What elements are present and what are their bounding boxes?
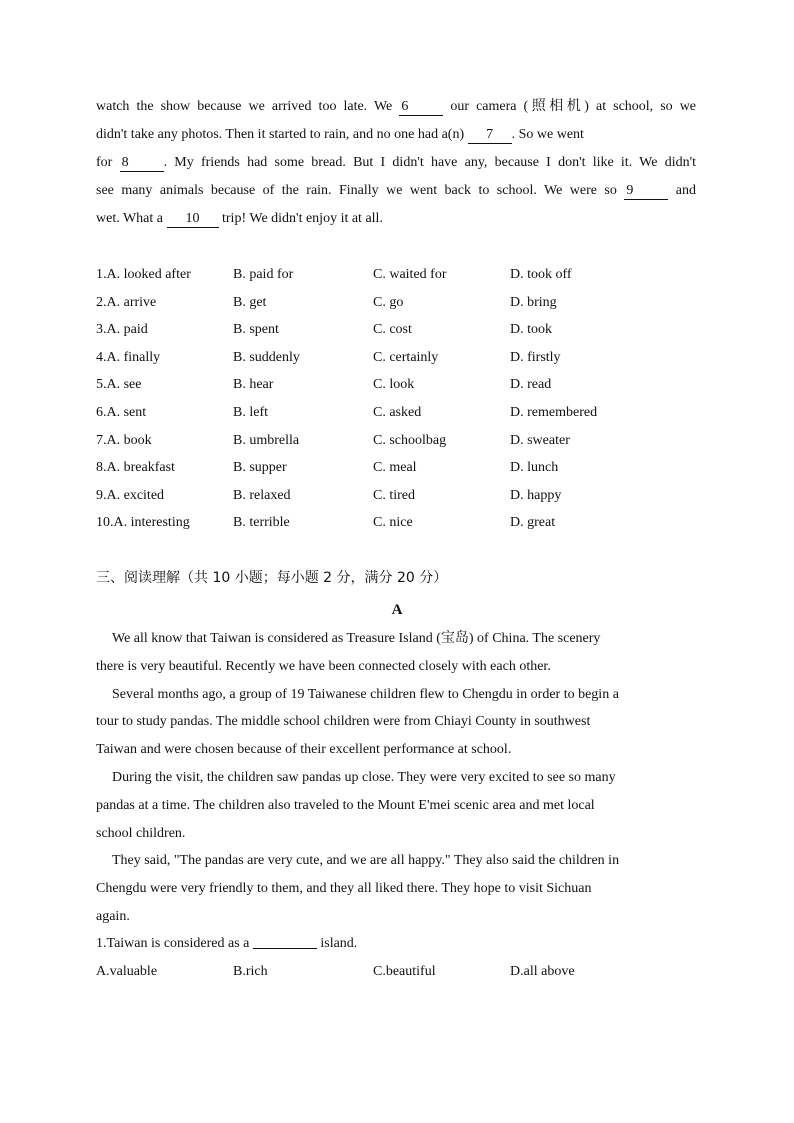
option-row-4: [96, 346, 716, 374]
option-b: B. paid for: [233, 267, 294, 282]
option-d: D. sweater: [510, 432, 570, 448]
cloze-line-2: didn't take any photos. Then it started to rain, and no one had a(n) 7 . So we went: [96, 127, 584, 142]
blank-6: 6: [399, 99, 443, 116]
option-b: B. umbrella: [233, 432, 300, 448]
cloze-line-4: see many animals because of the rain. Finally we went back to school. We were so 9 and: [96, 183, 697, 198]
passage-line: again.: [96, 908, 130, 924]
option-a: 2.A. arrive: [96, 294, 157, 310]
option-b: B. terrible: [233, 515, 290, 531]
option-row-6: [96, 401, 716, 429]
passage-line: tour to study pandas. The middle school children were from Chiayi County in southwest: [96, 714, 591, 730]
option-d: D. took: [510, 322, 552, 338]
option-c: C. cost: [373, 322, 412, 338]
cloze-line-5: wet. What a 10 trip! We didn't enjoy it at all.: [96, 211, 383, 226]
option-d: D. read: [510, 377, 552, 393]
option-b: B. hear: [233, 377, 274, 393]
option-row-7: [96, 429, 716, 457]
question-1: 1.Taiwan is considered as a island.: [96, 936, 358, 951]
blank-10: 10: [167, 211, 219, 228]
cloze-line-3: for 8 . My friends had some bread. But I didn't have any, because I don't like it. We didn't: [96, 155, 697, 170]
option-d: D. lunch: [510, 460, 559, 476]
option-c: C. asked: [373, 404, 422, 420]
option-a: 5.A. see: [96, 377, 142, 393]
option-d: D. remembered: [510, 404, 598, 420]
cloze-passage: [96, 95, 696, 235]
option-b: B. suddenly: [233, 349, 300, 365]
question-1-options: [96, 960, 716, 984]
passage-line: Taiwan and were chosen because of their excellent performance at school.: [96, 742, 512, 758]
question-option-d: D.all above: [510, 964, 575, 979]
option-d: D. great: [510, 515, 556, 531]
option-a: 4.A. finally: [96, 349, 161, 365]
answer-blank: [253, 934, 317, 949]
option-b: B. get: [233, 294, 267, 310]
option-d: D. firstly: [510, 349, 561, 365]
option-a: 8.A. breakfast: [96, 460, 175, 476]
question-option-c: C.beautiful: [373, 964, 436, 979]
option-a: 10.A. interesting: [96, 515, 190, 531]
cloze-options: [96, 263, 716, 539]
option-c: C. schoolbag: [373, 432, 447, 448]
option-b: B. supper: [233, 460, 287, 476]
option-c: C. go: [373, 294, 404, 310]
option-d: D. happy: [510, 487, 562, 503]
option-a: 1.A. looked after: [96, 267, 191, 282]
option-row-9: [96, 484, 716, 512]
option-row-5: [96, 373, 716, 401]
passage-line: school children.: [96, 825, 186, 841]
option-row-3: [96, 318, 716, 346]
blank-8: 8: [120, 155, 164, 172]
option-d: D. bring: [510, 294, 557, 310]
option-c: C. look: [373, 377, 415, 393]
option-row-10: [96, 511, 716, 539]
cloze-line-1: watch the show because we arrived too late. We 6 our camera (照相机) at school, so we: [96, 99, 697, 114]
passage-line: During the visit, the children saw pandas up close. They were very excited to see so many: [112, 769, 616, 785]
option-row-8: [96, 456, 716, 484]
option-b: B. left: [233, 404, 268, 420]
question-option-a: A.valuable: [96, 964, 158, 979]
option-c: C. meal: [373, 460, 417, 476]
option-row-2: [96, 291, 716, 319]
option-c: C. waited for: [373, 267, 447, 282]
option-c: C. certainly: [373, 349, 439, 365]
option-row-1: [96, 263, 716, 291]
passage-line: pandas at a time. The children also traveled to the Mount E'mei scenic area and met local: [96, 797, 595, 813]
blank-9: 9: [624, 183, 668, 200]
option-b: B. relaxed: [233, 487, 291, 503]
passage-title: A: [391, 602, 403, 618]
option-a: 7.A. book: [96, 432, 152, 448]
passage-line: there is very beautiful. Recently we have been connected closely with each other.: [96, 658, 551, 674]
passage-line: Several months ago, a group of 19 Taiwanese children flew to Chengdu in order to begin a: [112, 686, 619, 702]
option-b: B. spent: [233, 322, 279, 338]
passage-line: We all know that Taiwan is considered as Treasure Island (宝岛) of China. The scenery: [112, 631, 601, 646]
option-a: 9.A. excited: [96, 487, 165, 503]
option-a: 6.A. sent: [96, 404, 147, 420]
question-option-b: B.rich: [233, 964, 268, 979]
blank-7: 7: [468, 127, 512, 144]
section-heading: 三、阅读理解（共 10 小题；每小题 2 分，满分 20 分）: [96, 570, 448, 586]
passage-line: They said, "The pandas are very cute, and we are all happy." They also said the children in: [112, 853, 620, 869]
option-a: 3.A. paid: [96, 322, 148, 338]
option-d: D. took off: [510, 267, 572, 282]
reading-passage: [96, 627, 696, 933]
passage-line: Chengdu were very friendly to them, and they all liked there. They hope to visit Sichuan: [96, 881, 592, 897]
option-c: C. nice: [373, 515, 413, 531]
option-c: C. tired: [373, 487, 415, 503]
